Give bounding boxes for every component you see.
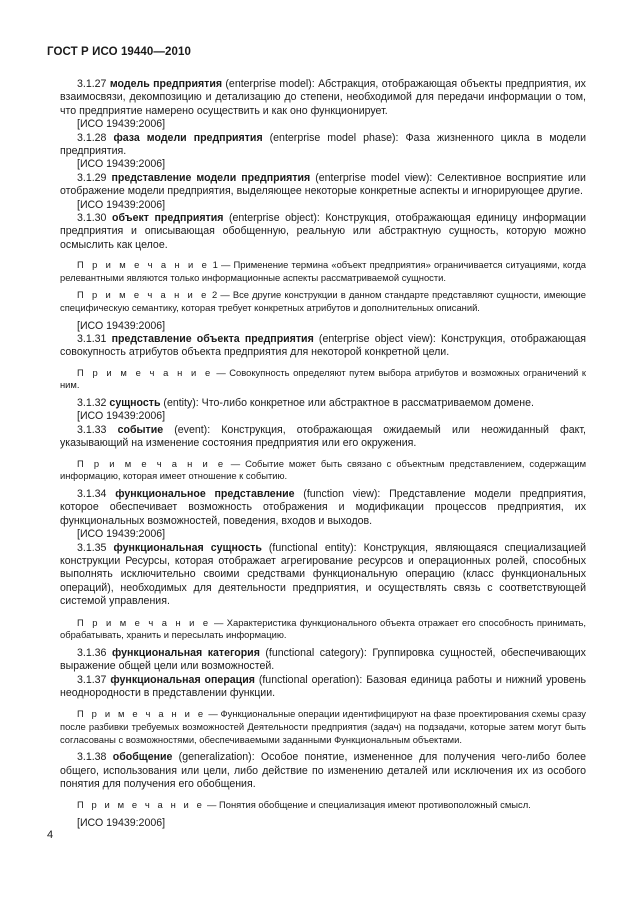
reference: [ИСО 19439:2006] — [77, 118, 166, 131]
term: функциональное представление — [115, 487, 295, 500]
definition-3-1-37: 3.1.37 функциональная операция (functional operation): Базовая единица работы и нижний уровень неоднородности в представлении функции. — [60, 673, 586, 699]
definition-3-1-38: 3.1.38 обобщение (generalization): Особое понятие, измененное для получения чего-либо более общего, использования или цели, либо действие по изменению деталей или исключения их из особого понятия для получения его обобщения. — [60, 751, 586, 790]
definition-3-1-29: 3.1.29 представление модели предприятия (enterprise model view): Селективное восприятие или отображение модели предприятия, выделяющее некоторые конкретные аспекты и игнорирующее другие. — [60, 171, 586, 198]
reference: [ИСО 19439:2006] — [77, 816, 166, 829]
note: П р и м е ч а н и е — Функциональные операции идентифицируют на фазе проектирования схемы сразу после разбивки требуемых возможностей Деятельности предприятия (задач) на подзадачи, которые затем могут быть согласованы с возможностями, обеспечиваемыми заданными Функциональным объектами. — [60, 708, 586, 745]
reference: [ИСО 19439:2006] — [77, 528, 166, 541]
note: П р и м е ч а н и е 1 — Применение термина «объект предприятия» ограничивается ситуациями, когда релевантными являются только информационные аспекты рассматриваемой сущности. — [60, 259, 587, 283]
note: П р и м е ч а н и е — Совокупность определяют путем выбора атрибутов и возможных ограничений к ним. — [60, 366, 586, 391]
definition-3-1-33: 3.1.33 событие (event): Конструкция, отображающая ожидаемый или неожиданный факт, указывающий на изменение состояния предприятия или его окружения. — [60, 423, 586, 450]
note: П р и м е ч а н и е — Понятия обобщение и специализация имеют противоположный смысл. — [77, 799, 531, 811]
term: обобщение — [112, 751, 173, 764]
document-body — [60, 78, 586, 830]
reference: [ИСО 19439:2006] — [77, 198, 166, 211]
definition-3-1-36: 3.1.36 функциональная категория (functional category): Группировка сущностей, обеспечивающих выражение общей цели или возможностей. — [60, 646, 586, 673]
definition-3-1-28: 3.1.28 фаза модели предприятия (enterprise model phase): Фаза жизненного цикла в модели предприятия. — [60, 131, 586, 158]
term: сущность — [109, 397, 161, 410]
reference: [ИСО 19439:2006] — [77, 319, 166, 332]
definition-3-1-35: 3.1.35 функциональная сущность (functional entity): Конструкция, являющаяся специализацией конструкции Ресурсы, которая отображает агрегирование ресурсов и операционных ролей, способных выполнять исключительно своими средствами функциональную операцию (класс функциональных операций), необходимых для деятельности предприятия, и осуществлять связь с соответствующей системой управления. — [60, 541, 586, 608]
note: П р и м е ч а н и е — Событие может быть связано с объектным представлением, содержащим информацию, которая имеет отношение к событию. — [60, 457, 587, 482]
definition-3-1-27: 3.1.27 модель предприятия (enterprise model): Абстракция, отображающая объекты предприятия, их взаимосвязи, декомпозицию и детализацию до степени, необходимой для передачи информации о том, что предприятие намерено осуществить и как оно функционирует. — [60, 78, 586, 117]
term: событие — [117, 423, 164, 436]
definition-3-1-34: 3.1.34 функциональное представление (function view): Представление модели предприятия, которое обеспечивает возможность отображения и модификации процессов предприятия, их функциональных возможностей, поведения, входов и выходов. — [60, 487, 587, 527]
term: объект предприятия — [112, 212, 224, 225]
definition-3-1-32: 3.1.32 сущность (entity): Что-либо конкретное или абстрактное в рассматриваемом домене. — [77, 397, 534, 410]
reference: [ИСО 19439:2006] — [77, 410, 166, 423]
note: П р и м е ч а н и е 2 — Все другие конструкции в данном стандарте представляют сущности, имеющие специфическую семантику, которая требует конкретных атрибутов и дополнительных описаний. — [60, 289, 586, 314]
note: П р и м е ч а н и е — Характеристика функционального объекта отражает его способность принимать, обрабатывать, хранить и пересылать информацию. — [60, 616, 587, 641]
definition-3-1-30: 3.1.30 объект предприятия (enterprise object): Конструкция, отображающая единицу информации предприятия и описывающая обобщенную, реальную или абстрактную сущность, которую можно осмыслить как целое. — [60, 212, 587, 251]
term: функциональная операция — [110, 673, 255, 686]
term: представление объекта предприятия — [111, 333, 314, 346]
term: функциональная сущность — [113, 541, 262, 554]
reference: [ИСО 19439:2006] — [77, 158, 166, 171]
page-number: 4 — [47, 829, 54, 841]
term: фаза модели предприятия — [113, 131, 263, 144]
term: функциональная категория — [111, 646, 260, 659]
term: модель предприятия — [109, 78, 223, 90]
document-header: ГОСТ Р ИСО 19440—2010 — [47, 46, 192, 58]
term: представление модели предприятия — [111, 171, 311, 184]
definition-3-1-31: 3.1.31 представление объекта предприятия (enterprise object view): Конструкция, отображающая совокупность атрибутов объекта предприятия для некоторой конкретной цели. — [60, 333, 586, 359]
